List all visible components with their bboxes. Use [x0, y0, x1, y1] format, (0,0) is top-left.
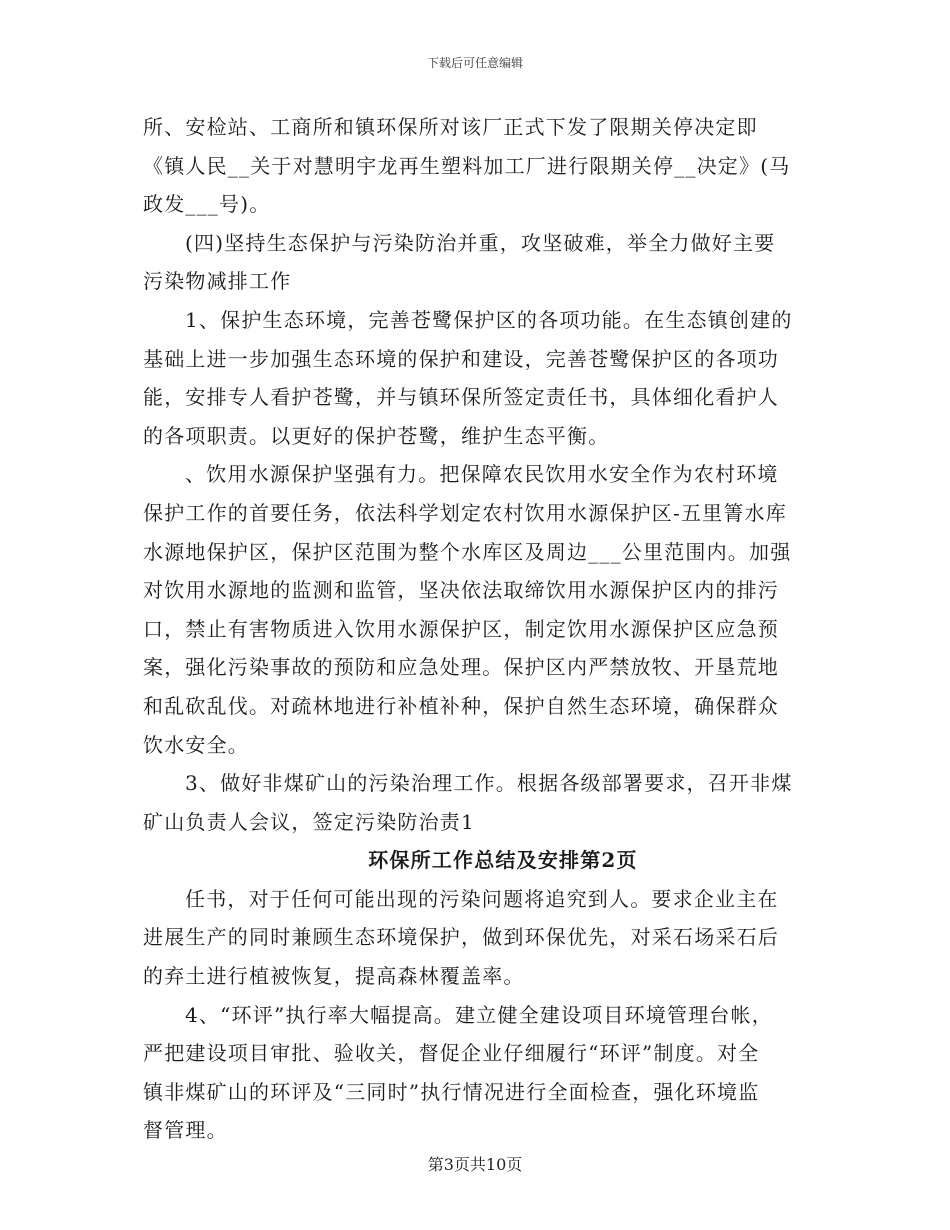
text-line: 污染物减排工作 — [143, 269, 292, 294]
text-line: 督管理。 — [143, 1118, 228, 1143]
page-number: 第3页共10页 — [427, 1155, 523, 1174]
text-line: 进展生产的同时兼顾生态环境保护，做到环保优先，对采石场采石后 — [143, 925, 779, 950]
text-line: 和乱砍乱伐。对疏林地进行补植补种，保护自然生态环境，确保群众 — [143, 693, 779, 718]
text-line: 镇非煤矿山的环评及“三同时”执行情况进行全面检查，强化环境监 — [143, 1079, 760, 1104]
text-line: 基础上进一步加强生态环境的保护和建设，完善苍鹭保护区的各项功 — [143, 346, 779, 371]
text-line: 4、“环评”执行率大幅提高。建立健全建设项目环境管理台帐， — [185, 1002, 773, 1027]
text-line: 1、保护生态环境，完善苍鹭保护区的各项功能。在生态镇创建的 — [185, 307, 793, 332]
text-line: 能，安排专人看护苍鹭，并与镇环保所签定责任书，具体细化看护人 — [143, 385, 779, 410]
text-line: 矿山负责人会议，签定污染防治责1 — [143, 809, 475, 834]
paragraph-heading: (四)坚持生态保护与污染防治并重，攻坚破难，举全力做好主要 — [185, 230, 776, 255]
document-body — [143, 108, 813, 1150]
text-line: 的弃土进行植被恢复，提高森林覆盖率。 — [143, 964, 525, 989]
text-line: 案，强化污染事故的预防和应急处理。保护区内严禁放牧、开垦荒地 — [143, 655, 779, 680]
text-line: 、饮用水源保护坚强有力。把保障农民饮用水安全作为农村环境 — [185, 462, 779, 487]
header-note: 下载后可任意编辑 — [426, 56, 523, 70]
text-line: 的各项职责。以更好的保护苍鹭，维护生态平衡。 — [143, 423, 610, 448]
text-line: 政发___号)。 — [143, 192, 271, 217]
section-title: 环保所工作总结及安排第2页 — [368, 848, 638, 873]
text-line: 3、做好非煤矿山的污染治理工作。根据各级部署要求，召开非煤 — [185, 771, 793, 796]
text-line: 所、安检站、工商所和镇环保所对该厂正式下发了限期关停决定即 — [143, 115, 758, 139]
text-line: 水源地保护区，保护区范围为整个水库区及周边___公里范围内。加强 — [143, 539, 792, 564]
text-line: 《镇人民__关于对慧明宇龙再生塑料加工厂进行限期关停__决定》(马 — [143, 153, 791, 178]
text-line: 任书，对于任何可能出现的污染问题将追究到人。要求企业主在 — [185, 886, 779, 911]
text-line: 饮水安全。 — [143, 732, 249, 757]
text-line: 对饮用水源地的监测和监管，坚决依法取缔饮用水源保护区内的排污 — [143, 578, 779, 603]
text-line: 口，禁止有害物质进入饮用水源保护区，制定饮用水源保护区应急预 — [143, 616, 779, 641]
text-line: 保护工作的首要任务，依法科学划定农村饮用水源保护区-五里箐水库 — [143, 500, 787, 525]
text-line: 严把建设项目审批、验收关，督促企业仔细履行“环评”制度。对全 — [143, 1041, 760, 1066]
